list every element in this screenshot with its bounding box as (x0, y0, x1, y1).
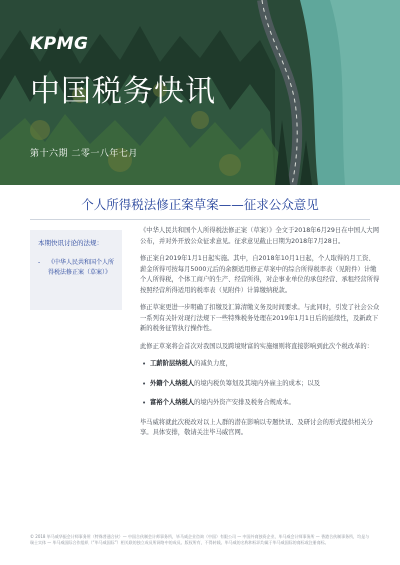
list-item-bold: 工薪阶层纳税人 (150, 360, 195, 367)
paragraph-impact: 此修正草案将会首次对我国以及跨境财富的实施细则将直接影响到此次个税改革的： (140, 342, 373, 350)
impact-list (140, 359, 380, 409)
paragraph-effective-date: 修正案自2019年1月1日起实施。其中，自2018年10月1日起，个人取得的月工资、薪金所得可按每月5000元后的余额适用修正草案中的综合所得税率表（见附件）计缴个人所得税，个体工商户的生产、经营所得，对企事业单位的承包经营、承租经营所得按照经营所得适用的税率表（见附件）计算缴纳税款。 (140, 255, 380, 294)
list-item-text: 的减负力度， (194, 360, 232, 367)
article-headline: 个人所得税法修正案草案——征求公众意见 (81, 197, 319, 212)
list-item (140, 398, 380, 409)
headline-divider (30, 219, 370, 220)
list-item (140, 359, 380, 370)
list-item-bold: 富裕个人纳税人 (150, 399, 195, 406)
bullet-icon: • (142, 399, 147, 407)
list-item-text: 的境内外资产安排及税务合规成本。 (194, 399, 295, 406)
regulation-sidebar (30, 230, 122, 310)
regulation-link-text[interactable]: 《中华人民共和国个人所得税法修正案（草案）》 (48, 259, 115, 276)
regulation-link[interactable] (38, 258, 114, 277)
article-body (140, 226, 380, 446)
kpmg-logo: KPMG (30, 34, 89, 54)
issue-label: 第十六期 二零一八年七月 (30, 149, 138, 159)
paragraph-closing: 毕马威将就此次税改对以上人群的潜在影响以专题快讯、及研讨会的形式提供相关分享。具体安排，敬请关注毕马威官网。 (140, 418, 373, 436)
paragraph-intro: 《中华人民共和国个人所得税法修正案（草案）》全文于2018年6月29日在中国人大网公布，并对外开放公众征求意见。征求意见截止日期为2018年7月28日。 (140, 227, 379, 245)
list-item-text: 的境内税负筹划及其境内外雇主的成本；以及 (194, 379, 321, 387)
list-item-bold: 外籍个人纳税人 (150, 379, 195, 387)
paragraph-withholding: 修正草案更进一步明确了扣缴及汇算清缴义务及时间要求。与此同时，引发了社会公众一系列有关针对现行法规下一些特殊税务处理在2019年1月1日后的延续性，及新政下新的税务征管执行操作性。 (140, 304, 380, 332)
copyright-footer: © 2018 毕马威华振会计师事务所（特殊普通合伙）— 中国合伙制会计师事务所，毕马威企业咨询（中国）有限公司 — 中国外商独资企业，毕马威会计师事务所 — 香港合伙制事务所，均是与瑞士实体 — 毕马威国际合作组织（“毕马威国际”）相关联的独立成员所网络中的成员。版权所有，不得转载。毕马威的名称和标识均属于毕马威国际的商标或注册商标。 (30, 534, 370, 545)
dash-marker: - (38, 259, 41, 266)
list-item (140, 379, 380, 390)
bullet-icon: • (142, 379, 147, 388)
sidebar-title: 本期快讯讨论的法规： (38, 239, 103, 247)
cover-hero (0, 0, 400, 185)
bullet-icon: • (142, 360, 147, 368)
publication-title: 中国税务快讯 (30, 74, 216, 109)
